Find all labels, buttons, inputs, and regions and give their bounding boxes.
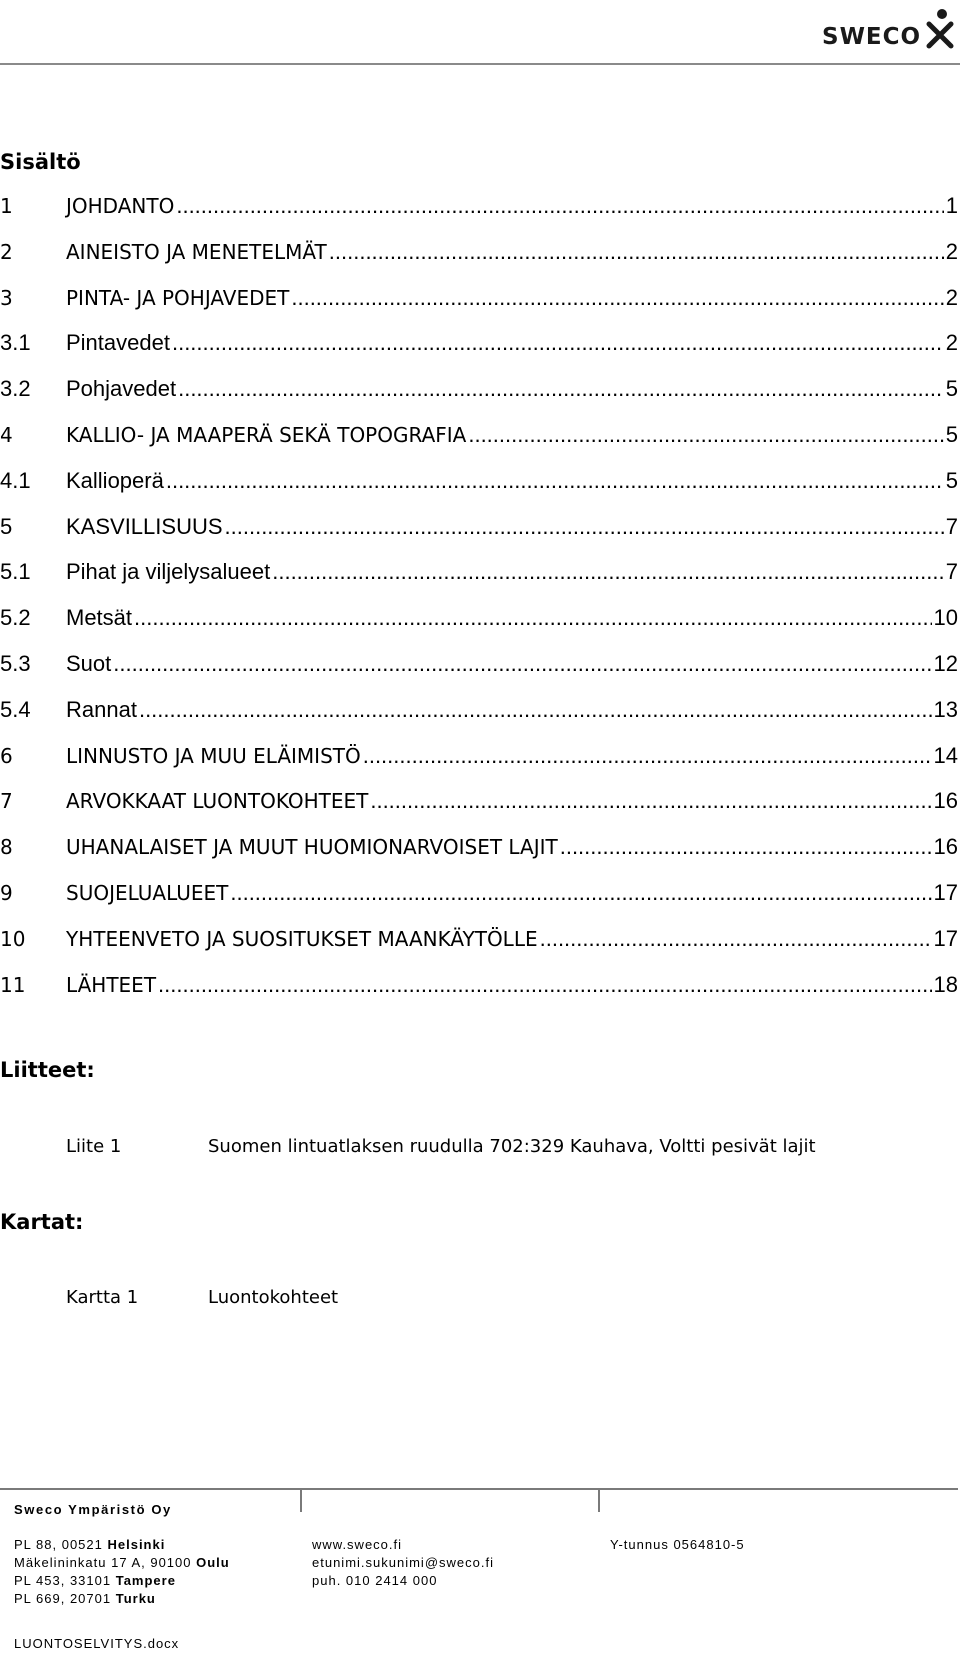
- toc-entry-title: SUOJELUALUEET: [66, 881, 229, 905]
- toc-entry-number: 8: [0, 835, 13, 860]
- toc-entry[interactable]: [0, 422, 958, 452]
- footer-addresses: [14, 1536, 230, 1608]
- footer-company: Sweco Ympäristö Oy: [14, 1502, 172, 1517]
- toc-entry-page: 1: [945, 193, 958, 218]
- footer-business-id: Y-tunnus 0564810-5: [610, 1537, 745, 1552]
- toc-entry-title: KASVILLISUUS: [66, 513, 223, 539]
- toc-leader-dots: [172, 330, 944, 356]
- toc-entry-number: 5.1: [0, 559, 31, 585]
- toc-entry-page: 7: [945, 559, 958, 585]
- toc-leader-dots: [134, 605, 931, 631]
- toc-entry-number: 7: [0, 789, 13, 814]
- toc-entry-title: KALLIO- JA MAAPERÄ SEKÄ TOPOGRAFIA: [66, 423, 467, 447]
- toc-entry-page: 16: [933, 788, 958, 814]
- toc-entry-page: 18: [933, 971, 958, 997]
- toc-leader-dots: [166, 468, 944, 494]
- sweco-logo: [822, 8, 957, 56]
- toc-entry-title: AINEISTO JA MENETELMÄT: [66, 239, 327, 264]
- footer-email: etunimi.sukunimi@sweco.fi: [312, 1555, 494, 1570]
- toc-entry-number: 6: [0, 743, 13, 768]
- toc-entry[interactable]: [0, 514, 958, 544]
- toc-leader-dots: [363, 743, 932, 769]
- maps-heading: Kartat:: [0, 1210, 84, 1234]
- toc-entry[interactable]: [0, 834, 958, 864]
- toc-entry-number: 4.1: [0, 467, 31, 493]
- toc-entry-number: 4: [0, 423, 13, 447]
- toc-entry-title: JOHDANTO: [66, 194, 175, 218]
- toc-entry[interactable]: [0, 926, 958, 956]
- toc-entry[interactable]: [0, 651, 958, 681]
- header-divider: [0, 63, 960, 65]
- toc-entry-title: YHTEENVETO JA SUOSITUKSET MAANKÄYTÖLLE: [66, 926, 538, 951]
- attachment-description: Suomen lintuatlaksen ruudulla 702:329 Kauhava, Voltti pesivät lajit: [208, 1136, 816, 1157]
- footer-address: PL 88, 00521 Helsinki: [14, 1537, 166, 1552]
- toc-entry-title: UHANALAISET JA MUUT HUOMIONARVOISET LAJIT: [66, 835, 558, 860]
- toc-entry-title: Pohjavedet: [66, 376, 177, 402]
- toc-entry-page: 13: [933, 696, 958, 722]
- toc-entry-number: 5: [0, 513, 13, 539]
- logo-text: SWECO: [822, 24, 922, 50]
- toc-entry[interactable]: [0, 468, 958, 498]
- footer-contact: [312, 1536, 494, 1590]
- toc-leader-dots: [178, 376, 944, 402]
- sweco-logo-mark-icon: [923, 8, 957, 52]
- document-filename: LUONTOSELVITYS.docx: [14, 1636, 180, 1651]
- footer-divider-tick: [300, 1488, 302, 1512]
- toc-entry-number: 10: [0, 926, 26, 951]
- toc-entry-number: 5.4: [0, 696, 31, 722]
- toc-entry-number: 5.2: [0, 605, 31, 631]
- toc-entry-page: 14: [933, 742, 958, 768]
- toc-leader-dots: [158, 972, 931, 998]
- toc-entry-page: 2: [945, 238, 958, 264]
- toc-entry[interactable]: [0, 697, 958, 727]
- footer-divider-tick: [598, 1488, 600, 1512]
- toc-entry[interactable]: [0, 559, 958, 589]
- toc-entry-title: Pihat ja viljelysalueet: [66, 559, 271, 585]
- toc-leader-dots: [370, 788, 931, 814]
- toc-leader-dots: [176, 193, 943, 219]
- toc-leader-dots: [225, 514, 944, 540]
- toc-entry-title: Metsät: [66, 605, 133, 631]
- toc-entry-title: Suot: [66, 651, 112, 676]
- toc-entry-page: 2: [945, 284, 958, 310]
- toc-entry[interactable]: [0, 743, 958, 773]
- toc-entry-page: 12: [933, 651, 958, 676]
- toc-entry[interactable]: [0, 285, 958, 315]
- toc-entry[interactable]: [0, 193, 958, 223]
- toc-entry-number: 3.2: [0, 376, 31, 402]
- toc-entry[interactable]: [0, 788, 958, 818]
- toc-leader-dots: [291, 285, 943, 311]
- toc-leader-dots: [540, 926, 932, 952]
- toc-entry-number: 5.3: [0, 651, 31, 676]
- map-label: Kartta 1: [66, 1287, 139, 1308]
- toc-entry-title: PINTA- JA POHJAVEDET: [66, 285, 290, 310]
- toc-entry-title: LÄHTEET: [66, 972, 157, 997]
- toc-entry-number: 3: [0, 285, 13, 310]
- toc-entry-page: 17: [933, 880, 958, 905]
- footer-address: PL 669, 20701 Turku: [14, 1591, 156, 1606]
- toc-entry-title: Rannat: [66, 696, 137, 722]
- toc-leader-dots: [139, 697, 932, 723]
- toc-entry-page: 17: [933, 925, 958, 951]
- toc-entry-page: 5: [945, 467, 958, 493]
- toc-title: Sisältö: [0, 150, 81, 174]
- toc-leader-dots: [560, 834, 932, 860]
- toc-leader-dots: [272, 559, 944, 585]
- attachment-label: Liite 1: [66, 1136, 122, 1157]
- toc-entry-page: 7: [945, 513, 958, 539]
- toc-entry-number: 1: [0, 194, 13, 218]
- toc-entry[interactable]: [0, 376, 958, 406]
- toc-entry[interactable]: [0, 605, 958, 635]
- toc-entry[interactable]: [0, 330, 958, 360]
- toc-entry-page: 16: [933, 834, 958, 860]
- toc-leader-dots: [329, 239, 944, 265]
- footer-address: Mäkelininkatu 17 A, 90100 Oulu: [14, 1555, 230, 1570]
- toc-entry[interactable]: [0, 972, 958, 1002]
- toc-entry[interactable]: [0, 239, 958, 269]
- toc-leader-dots: [468, 422, 943, 448]
- toc-leader-dots: [230, 880, 931, 906]
- attachments-heading: Liitteet:: [0, 1058, 95, 1082]
- toc-entry-title: LINNUSTO JA MUU ELÄIMISTÖ: [66, 743, 361, 768]
- toc-entry-page: 5: [945, 376, 958, 402]
- toc-entry-number: 2: [0, 239, 13, 264]
- toc-entry-title: Pintavedet: [66, 330, 170, 356]
- toc-leader-dots: [113, 651, 931, 677]
- toc-entry-title: Kallioperä: [66, 467, 164, 493]
- toc-entry-number: 3.1: [0, 330, 31, 356]
- toc-entry-page: 2: [945, 330, 958, 356]
- footer-divider: [0, 1488, 958, 1490]
- toc-entry-title: ARVOKKAAT LUONTOKOHTEET: [66, 789, 369, 814]
- footer-address: PL 453, 33101 Tampere: [14, 1573, 176, 1588]
- footer-phone: puh. 010 2414 000: [312, 1573, 438, 1588]
- map-description: Luontokohteet: [208, 1287, 339, 1308]
- toc-entry-number: 11: [0, 972, 26, 997]
- toc-entry[interactable]: [0, 880, 958, 910]
- toc-entry-page: 10: [933, 605, 958, 631]
- toc-entry-page: 5: [945, 422, 958, 447]
- footer-website: www.sweco.fi: [312, 1537, 403, 1552]
- toc-entry-number: 9: [0, 881, 13, 905]
